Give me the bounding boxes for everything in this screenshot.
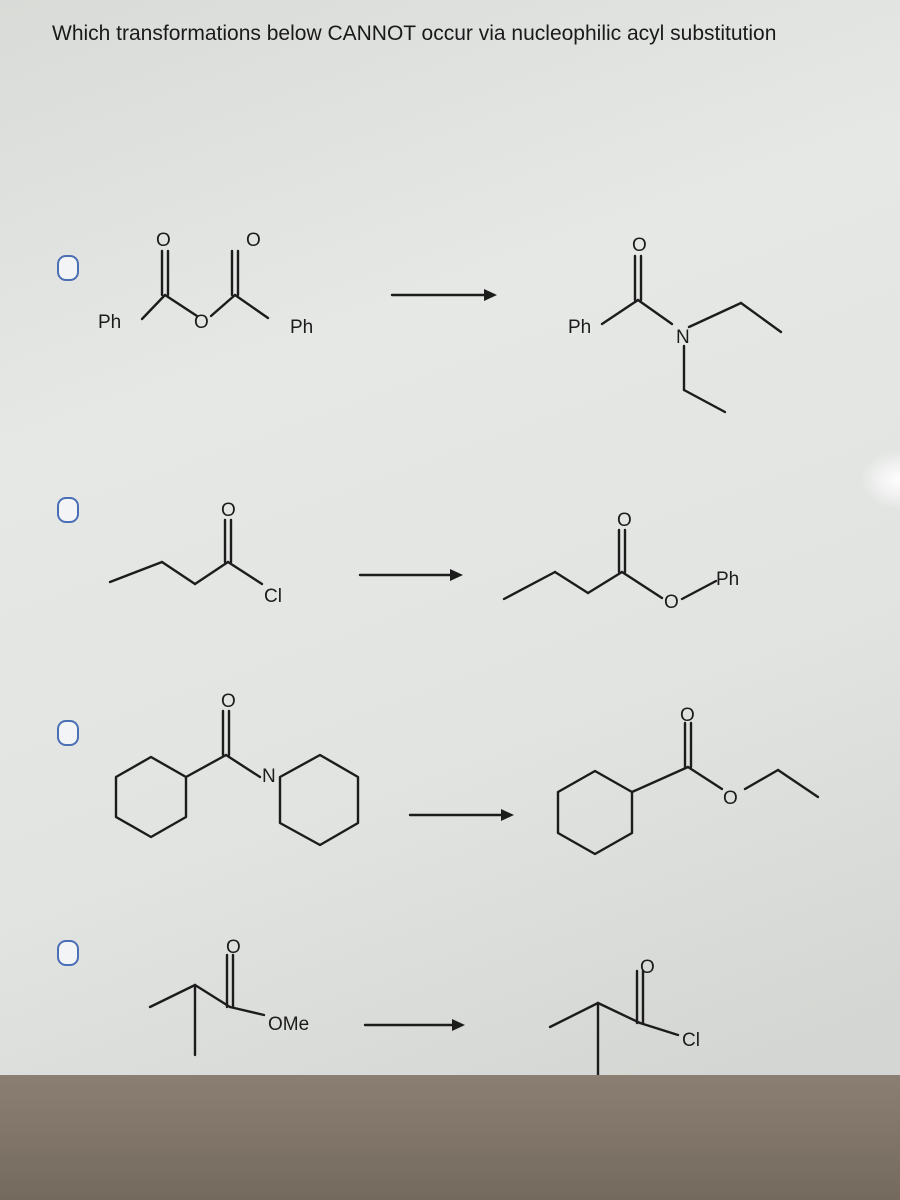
option-3-reactant-nitrogen: N bbox=[262, 766, 276, 787]
option-3-product bbox=[558, 705, 818, 854]
option-4-product bbox=[550, 957, 700, 1075]
option-2-reactant bbox=[110, 500, 282, 607]
option-1-arrow bbox=[392, 289, 497, 301]
option-3-reactant-oxygen: O bbox=[221, 691, 236, 712]
question-prompt: Which transformations below CANNOT occur via nucleophilic acyl substitution bbox=[52, 22, 777, 45]
option-1-reactant-ph-right: Ph bbox=[290, 317, 314, 338]
option-1-reactant-oxygen-2: O bbox=[246, 230, 261, 251]
option-4-reaction bbox=[0, 895, 900, 1095]
option-1-reactant-oxygen-1: O bbox=[156, 230, 171, 251]
option-4-product-chlorine: Cl bbox=[682, 1030, 700, 1051]
option-4-reactant-ome: OMe bbox=[268, 1014, 310, 1035]
option-1-product bbox=[568, 235, 781, 412]
option-3[interactable] bbox=[0, 665, 900, 865]
monitor-bezel bbox=[0, 1075, 900, 1200]
option-4[interactable] bbox=[0, 895, 900, 1095]
option-1-product-ph: Ph bbox=[568, 317, 592, 338]
option-2[interactable] bbox=[0, 450, 900, 650]
option-1-reactant-ph-left: Ph bbox=[98, 312, 122, 333]
option-1-reactant-oxygen-bridge: O bbox=[194, 312, 209, 333]
option-2-reaction bbox=[0, 450, 900, 650]
option-2-product-oxygen: O bbox=[617, 510, 632, 531]
option-4-reactant-oxygen: O bbox=[226, 937, 241, 958]
option-2-reactant-oxygen: O bbox=[221, 500, 236, 521]
option-4-product-oxygen: O bbox=[640, 957, 655, 978]
option-1[interactable] bbox=[0, 200, 900, 400]
option-2-product-ester-oxygen: O bbox=[664, 592, 679, 613]
option-2-product-ph: Ph bbox=[716, 569, 740, 590]
option-2-product bbox=[504, 510, 739, 613]
option-1-reactant bbox=[98, 230, 313, 338]
option-2-reactant-chlorine: Cl bbox=[264, 586, 282, 607]
option-4-reactant bbox=[150, 937, 309, 1055]
screen-glare bbox=[860, 450, 900, 510]
option-3-reaction bbox=[0, 665, 900, 865]
option-1-product-nitrogen: N bbox=[676, 327, 690, 348]
option-3-reactant bbox=[116, 691, 358, 845]
option-3-product-oxygen: O bbox=[680, 705, 695, 726]
option-3-arrow bbox=[410, 809, 514, 821]
option-1-reaction bbox=[0, 200, 900, 400]
option-2-arrow bbox=[360, 569, 463, 581]
option-3-product-ester-oxygen: O bbox=[723, 788, 738, 809]
option-4-arrow bbox=[365, 1019, 465, 1031]
option-1-product-oxygen: O bbox=[632, 235, 647, 256]
